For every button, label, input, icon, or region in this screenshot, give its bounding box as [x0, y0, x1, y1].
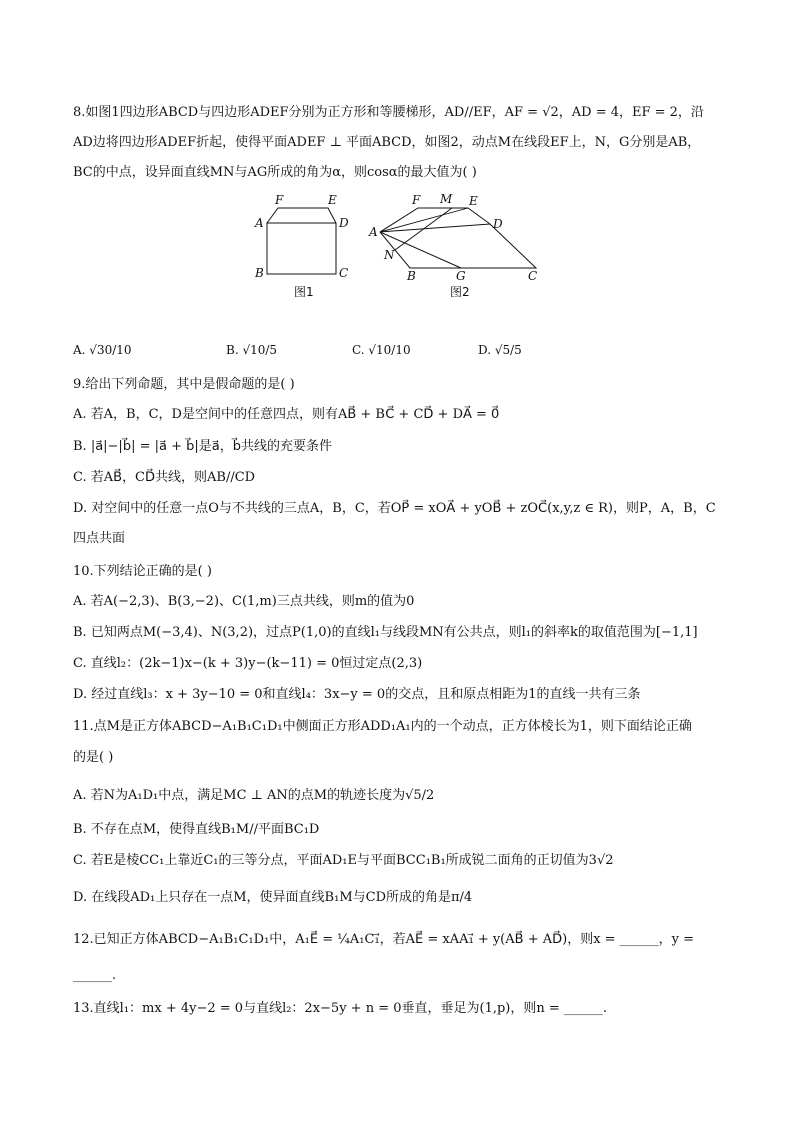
q11-option-d: D. 在线段AD₁上只存在一点M，使异面直线B₁M与CD所成的角是π/4: [73, 890, 473, 905]
q8-line-2: AD边将四边形ADEF折起，使得平面ADEF ⊥ 平面ABCD，如图2，动点M在线段EF上，N，G分别是AB，: [73, 135, 701, 150]
fig2-label-M: M: [440, 192, 453, 206]
fig1-label-B: B: [255, 266, 264, 280]
q8-line-1: 8.如图1四边形ABCD与四边形ADEF分别为正方形和等腰梯形，AD//EF，AF = √2，AD = 4，EF = 2，沿: [73, 105, 704, 120]
fig1-label-E: E: [328, 193, 337, 207]
q10-option-b: B. 已知两点M(−3,4)、N(3,2)，过点P(1,0)的直线l₁与线段MN有公共点，则l₁的斜率k的取值范围为[−1,1]: [73, 625, 698, 640]
q9-option-b: B. |a⃗|−|b⃗| = |a⃗ + b⃗|是a⃗，b⃗共线的充要条件: [73, 439, 332, 454]
q11-stem-2: 的是( ): [73, 750, 114, 765]
fig2-label-G: G: [456, 269, 466, 283]
q9-option-c: C. 若AB⃗，CD⃗共线，则AB//CD: [73, 470, 256, 485]
figure-1-drawing: [250, 190, 360, 305]
fig1-label-F: F: [275, 193, 284, 207]
figure-2-drawing: [366, 190, 556, 305]
q12-line-2: ______.: [73, 968, 117, 983]
figure-1: [250, 190, 360, 305]
fig2-label-B: B: [407, 269, 416, 283]
q11-option-a: A. 若N为A₁D₁中点，满足MC ⊥ AN的点M的轨迹长度为√5/2: [73, 788, 435, 803]
q8-line-3: BC的中点，设异面直线MN与AG所成的角为α，则cosα的最大值为( ): [73, 165, 477, 180]
q11-stem-1: 11.点M是正方体ABCD−A₁B₁C₁D₁中侧面正方形ADD₁A₁内的一个动点，正方体棱长为1，则下面结论正确: [73, 719, 692, 734]
fig2-caption: 图2: [450, 285, 470, 299]
q10-option-c: C. 直线l₂：(2k−1)x−(k + 3)y−(k−11) = 0恒过定点(2,3): [73, 656, 423, 671]
fig1-label-C: C: [339, 266, 349, 280]
q12-line-1: 12.已知正方体ABCD−A₁B₁C₁D₁中，A₁E⃗ = ¼A₁C₁⃗，若AE⃗ = xAA₁⃗ + y(AB⃗ + AD⃗)，则x = ______，y =: [73, 932, 695, 947]
q9-stem: 9.给出下列命题，其中是假命题的是( ): [73, 377, 295, 392]
q13-line-1: 13.直线l₁：mx + 4y−2 = 0与直线l₂：2x−5y + n = 0垂直，垂足为(1,p)，则n = ______.: [73, 1001, 608, 1016]
q9-option-d-cont: 四点共面: [73, 531, 126, 546]
fig2-label-C: C: [528, 269, 538, 283]
fig1-label-A: A: [255, 216, 264, 230]
q9-option-a: A. 若A，B，C，D是空间中的任意四点，则有AB⃗ + BC⃗ + CD⃗ + DA⃗ = 0⃗: [73, 407, 500, 422]
figure-2: [366, 190, 556, 305]
q11-option-b: B. 不存在点M，使得直线B₁M//平面BC₁D: [73, 822, 320, 837]
fig1-label-D: D: [339, 216, 349, 230]
q10-option-a: A. 若A(−2,3)、B(3,−2)、C(1,m)三点共线，则m的值为0: [73, 594, 415, 609]
fig2-label-D: D: [493, 217, 503, 231]
q10-stem: 10.下列结论正确的是( ): [73, 564, 212, 579]
q10-option-d: D. 经过直线l₃：x + 3y−10 = 0和直线l₄：3x−y = 0的交点，且和原点相距为1的直线一共有三条: [73, 687, 641, 702]
q8-option-a: A. √30/10: [73, 343, 132, 357]
q8-option-b: B. √10/5: [226, 343, 278, 357]
fig2-label-F: F: [412, 193, 421, 207]
q8-option-c: C. √10/10: [352, 343, 411, 357]
fig2-label-E: E: [469, 194, 478, 208]
q9-option-d: D. 对空间中的任意一点O与不共线的三点A，B，C，若OP⃗ = xOA⃗ + yOB⃗ + zOC⃗(x,y,z ∈ R)，则P，A，B，C: [73, 501, 716, 516]
fig2-label-N: N: [384, 248, 395, 262]
fig1-caption: 图1: [294, 285, 314, 299]
q8-option-d: D. √5/5: [478, 343, 522, 357]
fig2-label-A: A: [369, 225, 378, 239]
q11-option-c: C. 若E是棱CC₁上靠近C₁的三等分点，平面AD₁E与平面BCC₁B₁所成锐二面角的正切值为3√2: [73, 853, 614, 868]
